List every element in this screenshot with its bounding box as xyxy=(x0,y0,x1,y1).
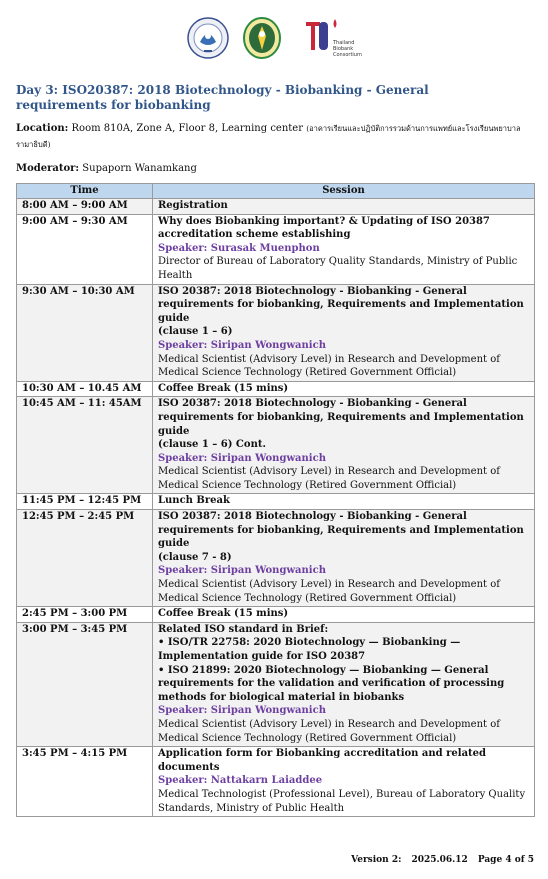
session-speaker: Speaker: Nattakarn Laiaddee xyxy=(158,775,323,787)
speaker-affiliation: Medical Scientist (Advisory Level) in Research and Development of Medical Science Technology (Retired Government Official) xyxy=(158,466,500,491)
session-title: • ISO 21899: 2020 Biotechnology — Biobanking — General requirements for the validation and verification of processing methods for biological material in biobanks xyxy=(158,664,505,703)
session-title: Why does Biobanking important? & Updating of ISO 20387 accreditation scheme establishing xyxy=(158,215,490,241)
logo-text-1: Thailand xyxy=(333,40,355,46)
session-time: 12:45 PM – 2:45 PM xyxy=(17,510,153,607)
session-title: Lunch Break xyxy=(158,495,230,507)
session-speaker: Speaker: Siripan Wongwanich xyxy=(158,452,326,464)
footer-version: Version 2: xyxy=(351,855,402,865)
table-row xyxy=(17,214,535,284)
session-time: 11:45 PM – 12:45 PM xyxy=(17,494,153,510)
footer-date: 2025.06.12 xyxy=(411,855,468,865)
footer-page: Page 4 of 5 xyxy=(477,855,534,865)
speaker-affiliation: Medical Technologist (Professional Level), Bureau of Laboratory Quality Standards, Ministry of Public Health xyxy=(158,788,526,814)
column-header-time: Time xyxy=(17,184,153,199)
logo-text-2: Biobank xyxy=(333,46,354,52)
table-row xyxy=(17,284,535,381)
session-cell xyxy=(153,622,535,746)
location-thai: (อาคารเรียนและปฏิบัติการรวมด้านการแพทย์และโรงเรียนพยาบาลรามาธิบดี) xyxy=(16,124,521,149)
page-title: Day 3: ISO20387: 2018 Biotechnology - Biobanking - General requirements for biobanking xyxy=(16,83,429,112)
speaker-affiliation: Medical Scientist (Advisory Level) in Research and Development of Medical Science Technology (Retired Government Official) xyxy=(158,579,500,604)
session-title: Coffee Break (15 mins) xyxy=(158,382,289,394)
biobank-consortium-logo-icon xyxy=(305,16,365,60)
session-title: ISO 20387: 2018 Biotechnology - Biobanking - General requirements for biobanking, Requirements and Implementation guide xyxy=(158,398,524,437)
page-footer xyxy=(341,855,534,865)
speaker-affiliation: Medical Scientist (Advisory Level) in Research and Development of Medical Science Technology (Retired Government Official) xyxy=(158,353,500,379)
table-row xyxy=(17,607,535,623)
session-cell xyxy=(153,397,535,494)
session-speaker: Speaker: Siripan Wongwanich xyxy=(158,565,326,577)
session-title: (clause 1 – 6) Cont. xyxy=(158,439,266,451)
table-row xyxy=(17,622,535,746)
session-time: 2:45 PM – 3:00 PM xyxy=(17,607,153,623)
session-time: 10:45 AM – 11: 45AM xyxy=(17,397,153,494)
session-time: 3:00 PM – 3:45 PM xyxy=(17,622,153,746)
session-cell xyxy=(153,214,535,284)
session-speaker: Speaker: Siripan Wongwanich xyxy=(158,339,326,351)
logo-text-3: Consortium xyxy=(333,52,362,58)
session-cell xyxy=(153,284,535,381)
table-row xyxy=(17,510,535,607)
column-header-session: Session xyxy=(153,184,535,199)
table-row xyxy=(17,381,535,397)
header-logos xyxy=(0,16,548,64)
session-title: • ISO/TR 22758: 2020 Biotechnology — Biobanking — Implementation guide for ISO 20387 xyxy=(158,637,461,662)
university-seal-icon xyxy=(242,16,282,60)
session-title: (clause 1 – 6) xyxy=(158,326,233,338)
table-row xyxy=(17,397,535,494)
session-cell xyxy=(153,747,535,817)
session-speaker: Speaker: Siripan Wongwanich xyxy=(158,705,326,717)
moderator-label: Moderator: xyxy=(16,163,80,174)
session-cell xyxy=(153,510,535,607)
session-title: Registration xyxy=(158,200,228,211)
session-title: Coffee Break (15 mins) xyxy=(158,608,289,620)
session-time: 10:30 AM – 10.45 AM xyxy=(17,381,153,397)
schedule-body xyxy=(17,199,535,817)
table-header-row xyxy=(17,184,535,199)
session-title: Application form for Biobanking accreditation and related documents xyxy=(158,748,487,773)
speaker-affiliation: Medical Scientist (Advisory Level) in Research and Development of Medical Science Technology (Retired Government Official) xyxy=(158,718,500,744)
moderator-value: Supaporn Wanamkang xyxy=(82,163,197,174)
session-time: 8:00 AM – 9:00 AM xyxy=(17,199,153,215)
session-cell xyxy=(153,494,535,510)
session-title: (clause 7 - 8) xyxy=(158,551,232,563)
session-title: Related ISO standard in Brief: xyxy=(158,623,329,635)
location-label: Location: xyxy=(16,123,69,134)
ministry-seal-icon xyxy=(186,16,230,60)
location-line xyxy=(16,121,536,153)
table-row xyxy=(17,494,535,510)
session-speaker: Speaker: Surasak Muenphon xyxy=(158,242,320,254)
session-cell xyxy=(153,607,535,623)
session-title: ISO 20387: 2018 Biotechnology - Biobanking - General requirements for biobanking, Requirements and Implementation guide xyxy=(158,285,524,324)
table-row xyxy=(17,747,535,817)
session-time: 9:00 AM – 9:30 AM xyxy=(17,214,153,284)
location-value: Room 810A, Zone A, Floor 8, Learning center xyxy=(71,123,303,134)
session-time: 9:30 AM – 10:30 AM xyxy=(17,284,153,381)
session-cell xyxy=(153,199,535,215)
session-cell xyxy=(153,381,535,397)
session-time: 3:45 PM – 4:15 PM xyxy=(17,747,153,817)
moderator-line xyxy=(16,161,536,177)
speaker-affiliation: Director of Bureau of Laboratory Quality Standards, Ministry of Public Health xyxy=(158,256,518,281)
table-row xyxy=(17,199,535,215)
schedule-table xyxy=(16,183,535,817)
session-title: ISO 20387: 2018 Biotechnology - Biobanking - General requirements for biobanking, Requirements and Implementation guide xyxy=(158,511,524,550)
